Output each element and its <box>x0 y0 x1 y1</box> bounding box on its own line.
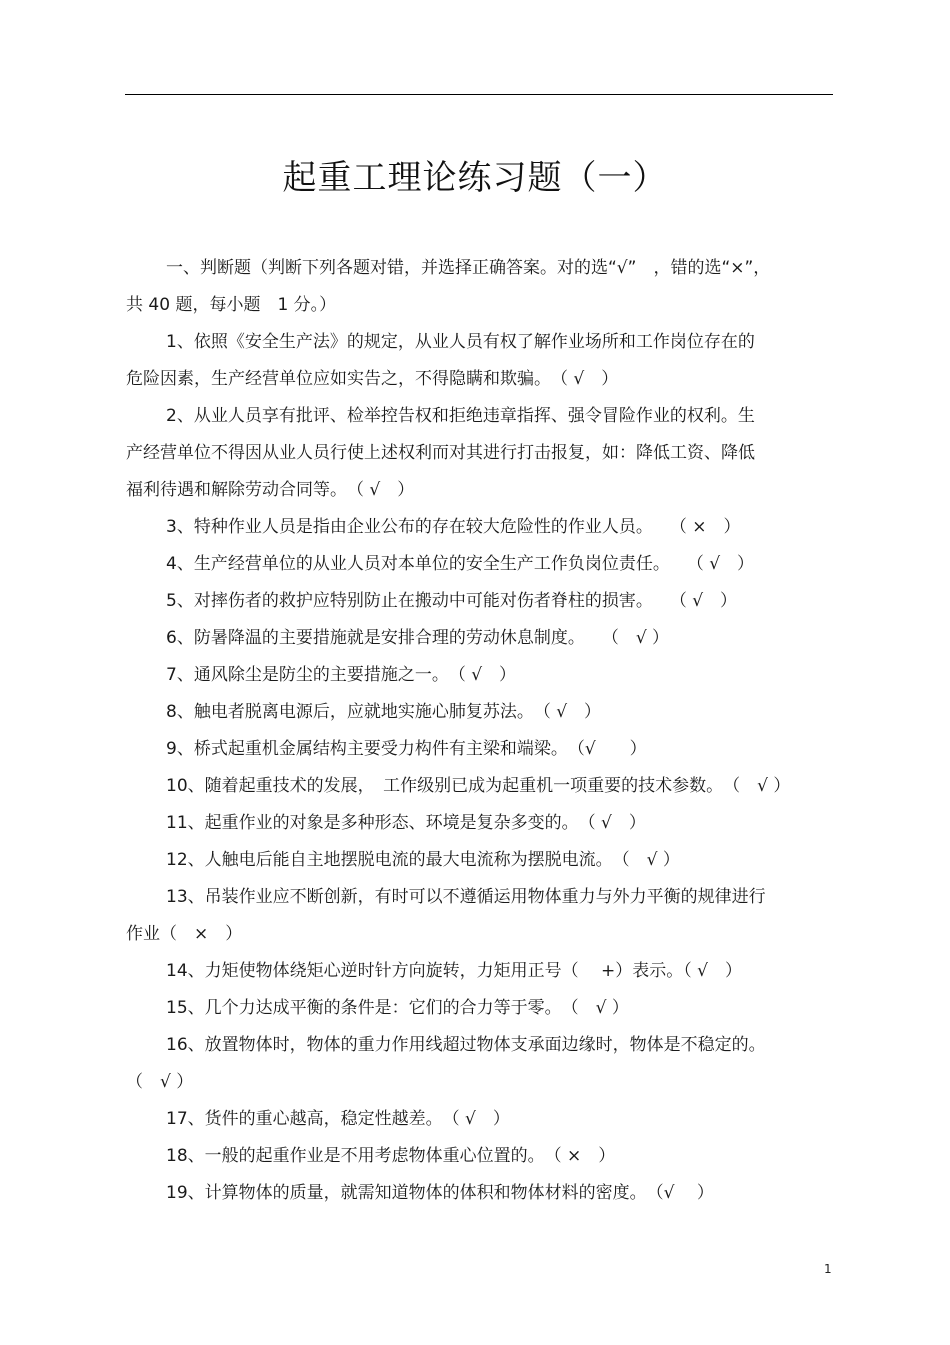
question-item <box>126 842 846 879</box>
section-heading-line-1: 一、判断题（判断下列各题对错，并选择正确答案。对的选“√” ，错的选“×”， <box>166 258 771 278</box>
question-line: 4、生产经营单位的从业人员对本单位的安全生产工作负岗位责任。 （ √ ） <box>166 554 755 574</box>
question-item <box>126 583 846 620</box>
question-item <box>126 1101 846 1138</box>
section-heading-line-2: 共 40 题，每小题 1 分。） <box>126 295 337 315</box>
question-line: 14、力矩使物体绕矩心逆时针方向旋转，力矩用正号（ +）表示。（ √ ） <box>166 961 743 981</box>
question-line: 17、货件的重心越高，稳定性越差。 （ √ ） <box>166 1109 510 1129</box>
question-item <box>126 509 846 546</box>
question-line: 19、计算物体的质量，就需知道物体的体积和物体材料的密度。 （√ ） <box>166 1183 714 1203</box>
question-line: 3、特种作业人员是指由企业公布的存在较大危险性的作业人员。 （ × ） <box>166 517 741 537</box>
question-item <box>126 879 846 953</box>
question-item <box>126 731 846 768</box>
page-title: 起重工理论练习题（一） <box>282 158 668 198</box>
question-line: 10、随着起重技术的发展， 工作级别已成为起重机一项重要的技术参数。 （ √ ） <box>166 776 791 796</box>
question-line: （ √ ） <box>126 1072 194 1092</box>
question-item <box>126 324 846 398</box>
question-line: 18、一般的起重作业是不用考虑物体重心位置的。 （ × ） <box>166 1146 616 1166</box>
question-line: 2、从业人员享有批评、检举控告权和拒绝违章指挥、强令冒险作业的权利。生 <box>166 406 755 426</box>
question-item <box>126 657 846 694</box>
question-line: 产经营单位不得因从业人员行使上述权利而对其进行打击报复，如：降低工资、降低 <box>126 443 755 463</box>
question-item <box>126 546 846 583</box>
question-line: 危险因素，生产经营单位应如实告之，不得隐瞒和欺骗。 （ √ ） <box>126 369 619 389</box>
question-line: 福利待遇和解除劳动合同等。 （ √ ） <box>126 480 415 500</box>
question-item <box>126 805 846 842</box>
question-line: 1、依照《安全生产法》的规定，从业人员有权了解作业场所和工作岗位存在的 <box>166 332 755 352</box>
question-line: 8、触电者脱离电源后，应就地实施心肺复苏法。 （ √ ） <box>166 702 602 722</box>
question-line: 16、放置物体时，物体的重力作用线超过物体支承面边缘时，物体是不稳定的。 <box>166 1035 766 1055</box>
question-line: 6、防暑降温的主要措施就是安排合理的劳动休息制度。 （ √ ） <box>166 628 670 648</box>
question-line: 作业（ × ） <box>126 924 243 944</box>
question-list <box>126 250 846 1212</box>
page-number: 1 <box>824 1262 832 1276</box>
question-line: 11、起重作业的对象是多种形态、环境是复杂多变的。 （ √ ） <box>166 813 646 833</box>
questions-container <box>126 324 846 1212</box>
question-item <box>126 694 846 731</box>
question-line: 12、人触电后能自主地摆脱电流的最大电流称为摆脱电流。 （ √ ） <box>166 850 680 870</box>
question-line: 13、吊装作业应不断创新，有时可以不遵循运用物体重力与外力平衡的规律进行 <box>166 887 766 907</box>
question-item <box>126 398 846 509</box>
question-item <box>126 990 846 1027</box>
question-line: 15、几个力达成平衡的条件是：它们的合力等于零。 （ √ ） <box>166 998 629 1018</box>
question-item <box>126 1138 846 1175</box>
question-item <box>126 768 846 805</box>
question-item <box>126 953 846 990</box>
question-item <box>126 620 846 657</box>
question-line: 7、通风除尘是防尘的主要措施之一。 （ √ ） <box>166 665 517 685</box>
question-line: 9、桥式起重机金属结构主要受力构件有主梁和端梁。 （√ ） <box>166 739 647 759</box>
question-item <box>126 1175 846 1212</box>
header-rule <box>125 94 833 95</box>
question-line: 5、对摔伤者的救护应特别防止在搬动中可能对伤者脊柱的损害。 （ √ ） <box>166 591 738 611</box>
question-item <box>126 1027 846 1101</box>
